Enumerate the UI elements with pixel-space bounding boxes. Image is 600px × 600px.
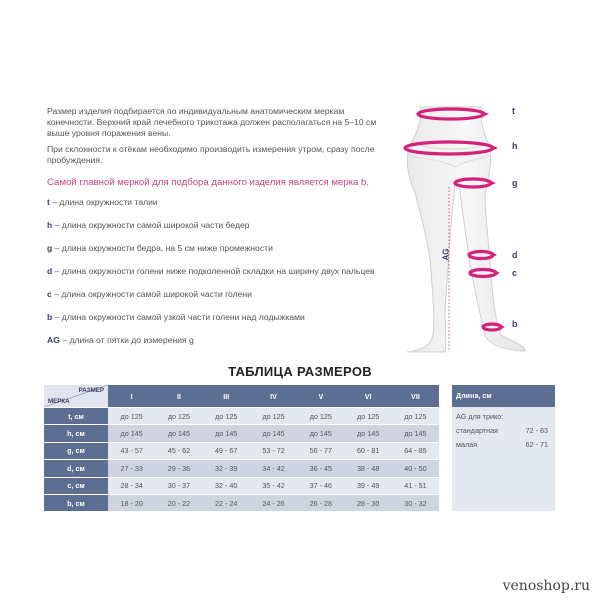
- length-subheader-text: AG для трико:: [456, 412, 504, 421]
- size-table-body: [44, 407, 439, 511]
- table-cell: 30 - 37: [155, 477, 202, 494]
- length-row: [456, 426, 551, 440]
- legend-key: t: [47, 197, 50, 207]
- table-cell: 53 - 72: [250, 442, 297, 459]
- arrow-head: [482, 111, 489, 117]
- size-col-header: V: [297, 385, 344, 407]
- table-cell: 30 - 32: [392, 494, 439, 511]
- legend-key: h: [47, 220, 53, 230]
- table-cell: до 125: [392, 407, 439, 424]
- legend-text: – длина окружности талии: [49, 197, 158, 207]
- label-c: c: [512, 268, 518, 278]
- arrow-head: [491, 145, 498, 151]
- table-cell: 43 - 57: [108, 442, 155, 459]
- table-cell: до 145: [203, 424, 250, 441]
- length-table-header: Длина, см: [452, 385, 555, 407]
- label-ag: AG: [441, 248, 451, 261]
- intro-paragraph-1: Размер изделия подбирается по индивидуальным анатомическим меркам конечности. Верхний край лечебного трикотажа должен располагаться на 5–10 см выше уровня поражения вены.: [47, 106, 377, 138]
- row-measure-label: d, см: [44, 459, 108, 476]
- legend-key: AG: [47, 335, 60, 345]
- legend-text: – длина окружности бедра, на 5 см ниже промежности: [52, 243, 273, 253]
- table-cell: до 145: [250, 424, 297, 441]
- legend-key: c: [47, 289, 52, 299]
- legend-text: – длина окружности голени ниже подколенной складки на ширину двух пальцев: [52, 266, 375, 276]
- corner-size-label: РАЗМЕР: [78, 387, 104, 394]
- size-col-header: VII: [392, 385, 439, 407]
- length-table: [452, 385, 555, 511]
- length-subheader: [456, 412, 551, 426]
- legend-item-h: [47, 220, 250, 230]
- legend-key: g: [47, 243, 53, 253]
- table-cell: 38 - 48: [344, 459, 391, 476]
- table-row: [44, 424, 439, 441]
- main-measure-note: Самой главной меркой для подбора данного изделия является мерка b.: [47, 177, 370, 188]
- legend-item-t: [47, 197, 158, 207]
- length-row-label: стандартная: [456, 426, 498, 435]
- intro-paragraph-2: При склонности к отёкам необходимо производить измерения утром, сразу после пробуждения.: [47, 144, 375, 165]
- table-cell: 24 - 26: [250, 494, 297, 511]
- table-row: [44, 407, 439, 424]
- legend-text: – длина окружности самой узкой части голени над лодыжками: [52, 312, 305, 322]
- table-cell: 29 - 36: [155, 459, 202, 476]
- label-d: d: [512, 250, 518, 260]
- table-cell: 34 - 42: [250, 459, 297, 476]
- legend-item-d: [47, 266, 375, 276]
- table-cell: 41 - 51: [392, 477, 439, 494]
- arrow-head: [499, 324, 505, 330]
- legend-item-b: [47, 312, 305, 322]
- table-row: [44, 459, 439, 476]
- arrow-head: [491, 252, 497, 258]
- legend-item-c: [47, 289, 252, 299]
- size-col-header: II: [155, 385, 202, 407]
- row-measure-label: g, см: [44, 442, 108, 459]
- table-cell: 35 - 42: [250, 477, 297, 494]
- corner-measure-label: МЕРКА: [48, 398, 70, 405]
- length-row-value: 62 - 71: [525, 440, 548, 449]
- size-col-header: III: [203, 385, 250, 407]
- length-row-label: малая: [456, 440, 478, 449]
- label-g: g: [512, 178, 518, 188]
- table-cell: до 125: [155, 407, 202, 424]
- table-cell: 60 - 81: [344, 442, 391, 459]
- watermark: venoshop.ru: [502, 578, 590, 594]
- size-col-header: IV: [250, 385, 297, 407]
- table-cell: 49 - 67: [203, 442, 250, 459]
- size-table: [44, 385, 439, 511]
- table-cell: 28 - 34: [108, 477, 155, 494]
- length-row-value: 72 - 83: [525, 426, 548, 435]
- legend-item-ag: [47, 335, 194, 345]
- legend-text: – длина от пятки до измерения g: [59, 335, 194, 345]
- table-cell: 27 - 33: [108, 459, 155, 476]
- row-measure-label: b, см: [44, 494, 108, 511]
- table-cell: 39 - 49: [344, 477, 391, 494]
- table-cell: до 145: [344, 424, 391, 441]
- table-cell: 26 - 28: [297, 494, 344, 511]
- table-cell: 40 - 50: [392, 459, 439, 476]
- legend-item-g: [47, 243, 273, 253]
- table-cell: 28 - 30: [344, 494, 391, 511]
- size-table-header: [44, 385, 439, 407]
- table-cell: 64 - 85: [392, 442, 439, 459]
- table-cell: до 125: [250, 407, 297, 424]
- table-cell: 32 - 39: [203, 459, 250, 476]
- table-cell: до 125: [344, 407, 391, 424]
- table-cell: до 145: [155, 424, 202, 441]
- table-row: [44, 442, 439, 459]
- table-corner: [44, 385, 108, 407]
- table-cell: до 145: [297, 424, 344, 441]
- label-t: t: [512, 106, 515, 116]
- length-row: [456, 440, 551, 454]
- table-cell: до 145: [108, 424, 155, 441]
- table-cell: 22 - 24: [203, 494, 250, 511]
- table-row: [44, 477, 439, 494]
- table-cell: 18 - 20: [108, 494, 155, 511]
- legend-text: – длина окружности самой широкой части бедер: [52, 220, 250, 230]
- table-cell: 20 - 22: [155, 494, 202, 511]
- table-row: [44, 494, 439, 511]
- arrow-head: [489, 180, 496, 186]
- arrow-head: [494, 270, 500, 276]
- size-col-header: VI: [344, 385, 391, 407]
- label-h: h: [512, 141, 518, 151]
- table-cell: 45 - 62: [155, 442, 202, 459]
- table-cell: 36 - 45: [297, 459, 344, 476]
- row-measure-label: c, см: [44, 477, 108, 494]
- row-measure-label: t, см: [44, 407, 108, 424]
- row-measure-label: h, см: [44, 424, 108, 441]
- legend-key: b: [47, 312, 53, 322]
- size-col-header: I: [108, 385, 155, 407]
- table-cell: до 125: [297, 407, 344, 424]
- size-table-title: ТАБЛИЦА РАЗМЕРОВ: [228, 364, 372, 379]
- table-cell: 32 - 40: [203, 477, 250, 494]
- label-b: b: [512, 319, 518, 329]
- length-table-body: [452, 407, 555, 511]
- legend-key: d: [47, 266, 53, 276]
- table-cell: до 125: [108, 407, 155, 424]
- table-cell: до 125: [203, 407, 250, 424]
- table-cell: до 145: [392, 424, 439, 441]
- legend-text: – длина окружности самой широкой части голени: [51, 289, 252, 299]
- table-cell: 37 - 46: [297, 477, 344, 494]
- table-cell: 56 - 77: [297, 442, 344, 459]
